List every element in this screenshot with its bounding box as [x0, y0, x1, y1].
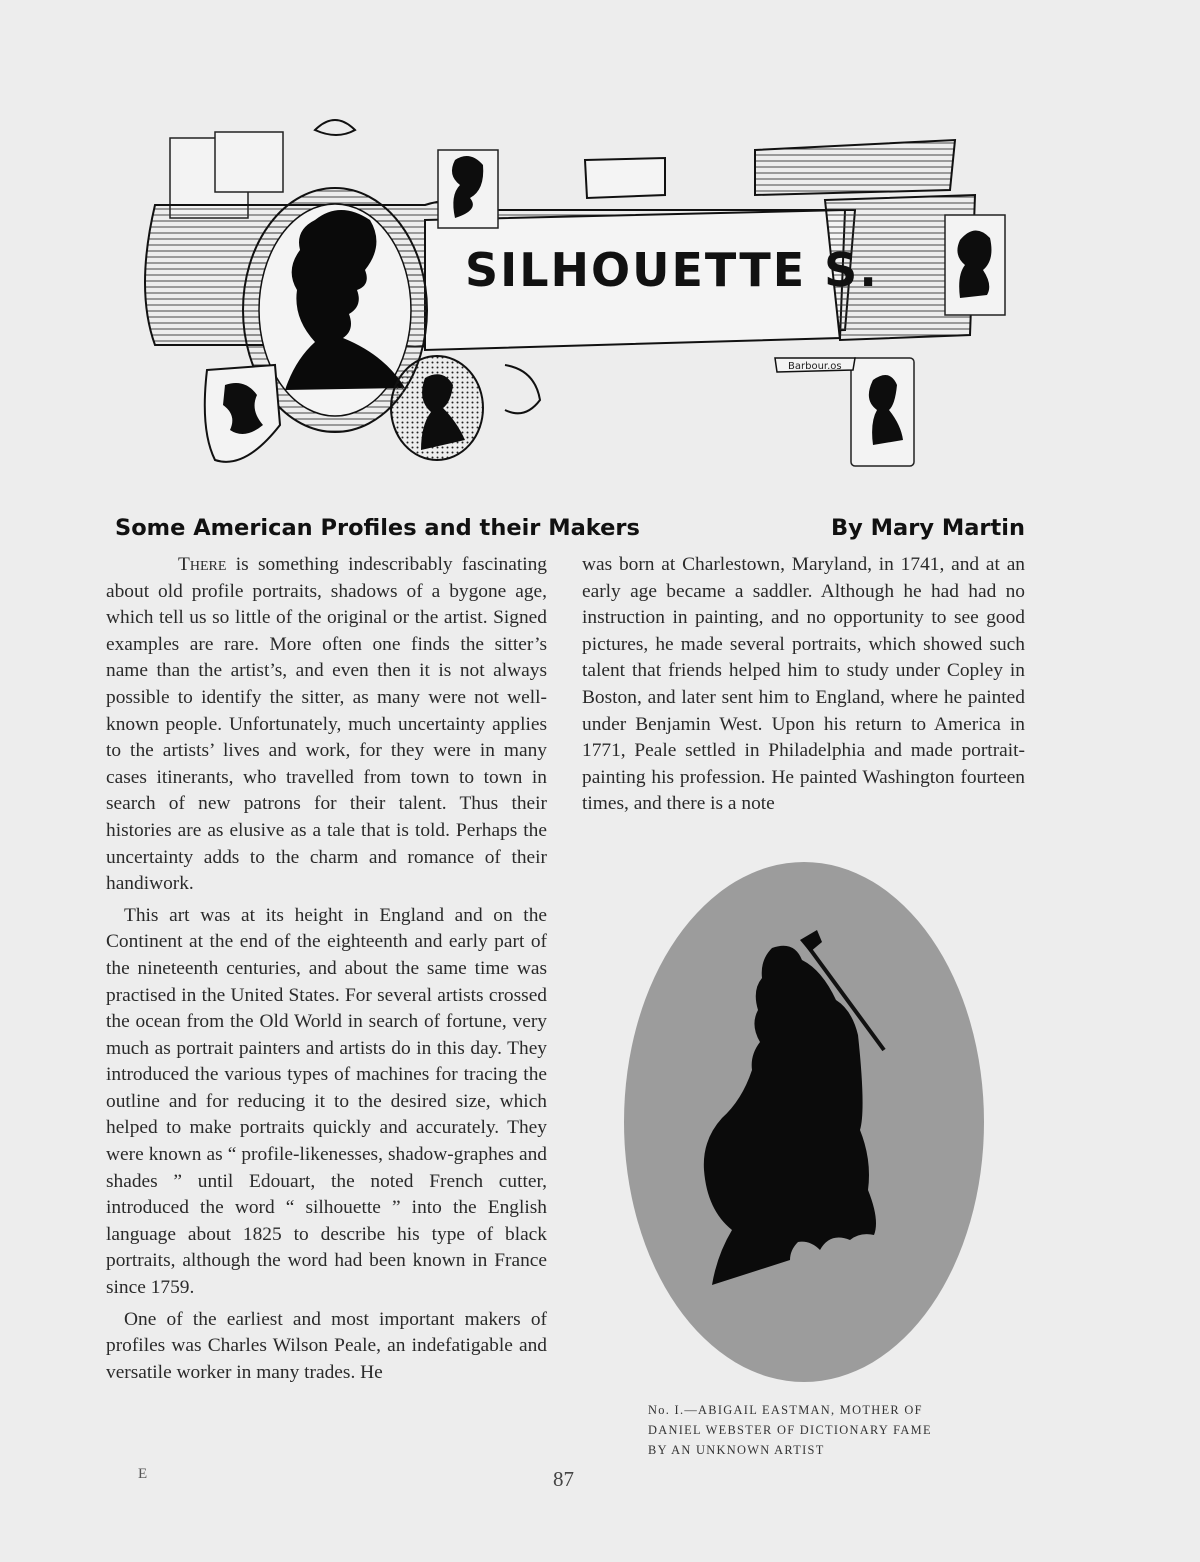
article-byline: By Mary Martin: [831, 515, 1025, 541]
page-number: 87: [553, 1467, 574, 1491]
left-text-column: [106, 552, 547, 1386]
banner-title: SILHOUETTE S.: [465, 243, 879, 297]
article-headline: [115, 515, 1025, 541]
caption-line-3: BY AN UNKNOWN ARTIST: [648, 1443, 825, 1457]
paragraph-3: One of the earliest and most important makers of profiles was Charles Wilson Peale, an indefatigable and versatile worker in many trades. He: [106, 1308, 547, 1383]
caption-line-1: No. I.—ABIGAIL EASTMAN, MOTHER OF: [648, 1403, 923, 1417]
paragraph-2: This art was at its height in England and on the Continent at the end of the eighteenth and early part of the nineteenth centuries, and about the same time was practised in the United States. For several artists crossed the ocean from the Old World in search of fortune, very much as portrait painters and artists do in this day. They introduced the various types of machines for tracing the outline and for reducing it to the desired size, which helped to make portraits quickly and accurately. They were known as “ profile-likenesses, shadow-graphes and shades ” until Edouart, the noted French cutter, introduced the word “ silhouette ” into the English language about 1825 to describe his type of black portraits, although the word had been known in France since 1759.: [106, 904, 547, 1299]
paragraph-1: [106, 552, 547, 898]
figure-caption: [648, 1400, 968, 1460]
paragraph-1-text: is something indescribably fascinating about old profile portraits, shadows of a bygone age, which tell us so little of the original or the artist. Signed examples are rare. More often one finds the sitter’s name than the artist’s, and even then it is not always possible to identify the sitter, as many were not well-known people. Unfortunately, much uncertainty applies to the artists’ lives and work, for they were in many cases itinerants, who travelled from town to town in search of new patrons for their talent. Thus their histories are as elusive as a tale that is told. Perhaps the uncertainty adds to the charm and romance of their handiwork.: [106, 554, 547, 895]
article-title: Some American Profiles and their Makers: [115, 515, 640, 541]
printer-signature-mark: E: [138, 1466, 148, 1482]
right-text-column: [582, 552, 1025, 818]
paragraph-4: was born at Charlestown, Maryland, in 1741, and at an early age became a saddler. Although he had had no instruction in painting, and no opportunity to see good pictures, he made several portraits, which showed such talent that friends helped him to study under Copley in Boston, and later sent him to England, where he painted under Benjamin West. Upon his return to America in 1771, Peale settled in Philadelphia and made portrait-painting his profession. He painted Washington fourteen times, and there is a note: [582, 554, 1025, 815]
illustrator-signature: Barbour.os: [788, 361, 842, 372]
caption-line-2: DANIEL WEBSTER OF DICTIONARY FAME: [648, 1423, 932, 1437]
drop-lead-word: There: [178, 554, 227, 575]
silhouette-portrait-image: [622, 860, 987, 1385]
